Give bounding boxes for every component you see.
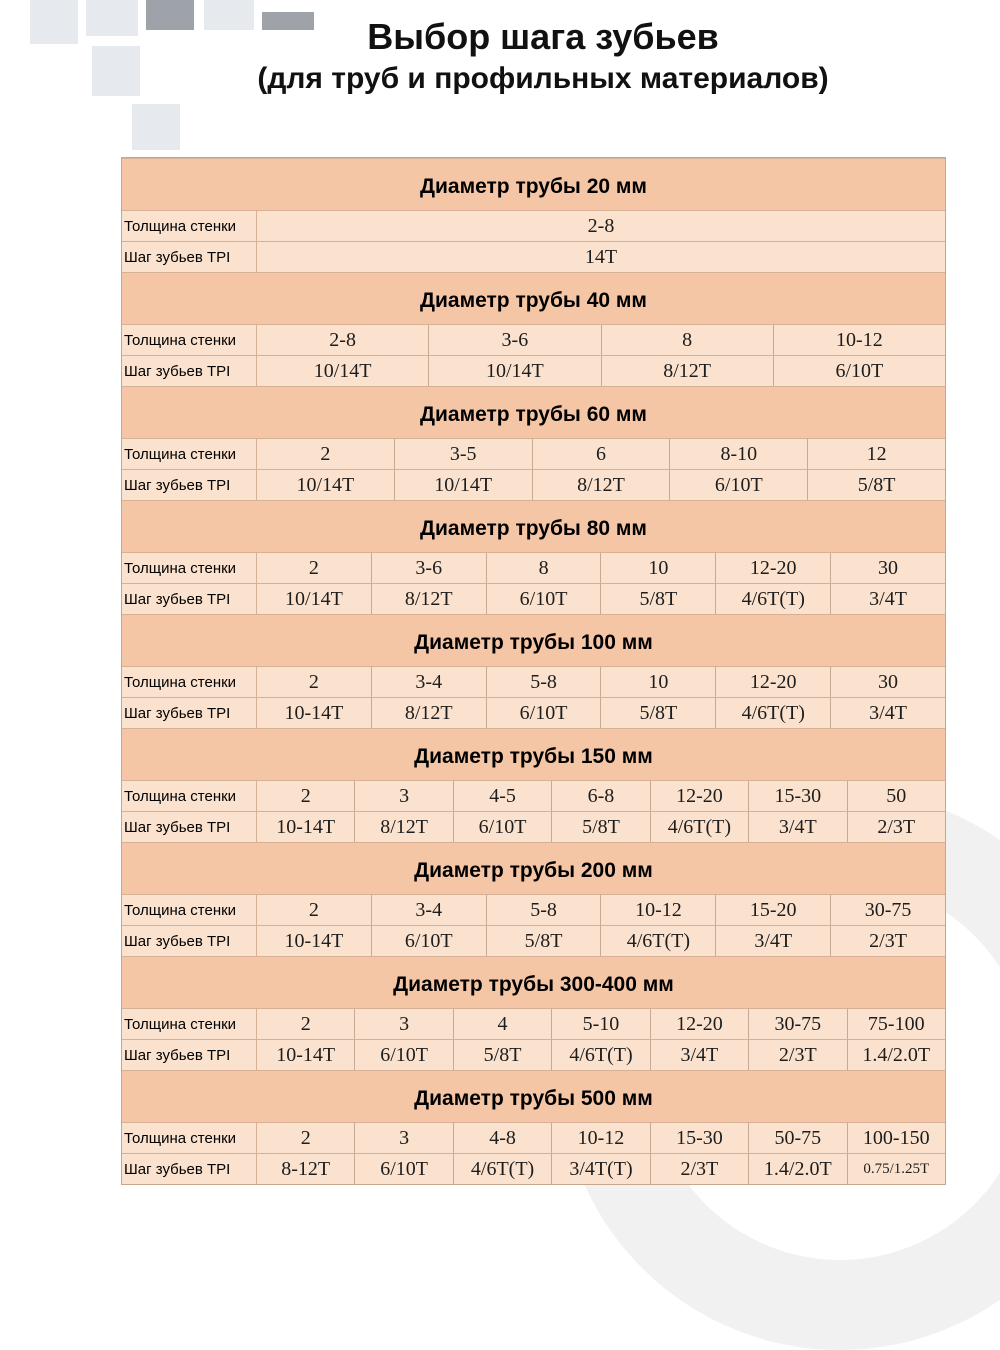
cell-group	[257, 1009, 945, 1039]
wall-thickness-cell: 2	[257, 895, 372, 925]
tooth-pitch-cell: 3/4T	[869, 587, 907, 610]
heading	[0, 14, 1000, 98]
section-header: Диаметр трубы 150 мм	[122, 728, 945, 780]
tooth-pitch-cell: 4/6T(T)	[651, 812, 749, 842]
tooth-pitch-cell: 4/6T(T)	[716, 698, 831, 728]
tooth-pitch-row	[122, 1039, 945, 1070]
section-header: Диаметр трубы 500 мм	[122, 1070, 945, 1122]
tooth-pitch-cell: 10/14T	[395, 470, 533, 500]
wall-thickness-cell: 3	[355, 1009, 453, 1039]
tooth-pitch-label: Шаг зубьев TPI	[122, 698, 257, 728]
diameter-section	[122, 614, 945, 728]
wall-thickness-label: Толщина стенки	[122, 211, 257, 241]
wall-thickness-cell: 8	[487, 553, 602, 583]
tooth-pitch-cell: 6/10T	[454, 812, 552, 842]
wall-thickness-label: Толщина стенки	[122, 325, 257, 355]
wall-thickness-cell: 15-30	[749, 781, 847, 811]
tooth-pitch-cell: 5/8T	[552, 812, 650, 842]
tooth-pitch-cell: 8/12T	[372, 584, 487, 614]
diameter-section	[122, 500, 945, 614]
tooth-pitch-cell: 6/10T	[487, 698, 602, 728]
wall-thickness-cell: 50	[886, 784, 907, 807]
wall-thickness-row	[122, 324, 945, 355]
tooth-pitch-cell: 8/12T	[372, 698, 487, 728]
cell-group	[257, 698, 945, 728]
wall-thickness-cell: 4-8	[454, 1123, 552, 1153]
wall-thickness-label: Толщина стенки	[122, 667, 257, 697]
tooth-pitch-cell: 4/6T(T)	[716, 584, 831, 614]
wall-thickness-cell: 3-4	[372, 667, 487, 697]
tooth-pitch-cell: 8/12T	[355, 812, 453, 842]
tooth-pitch-cell: 5/8T	[601, 584, 716, 614]
tooth-pitch-cell: 2/3T	[749, 1040, 847, 1070]
page-title: Выбор шага зубьев	[367, 16, 719, 57]
diameter-section	[122, 1070, 945, 1184]
cell-group	[257, 1040, 945, 1070]
tooth-pitch-cell: 8/12T	[533, 470, 671, 500]
wall-thickness-cell: 10	[601, 553, 716, 583]
wall-thickness-cell: 2	[257, 781, 355, 811]
wall-thickness-cell: 30	[878, 556, 899, 579]
cell-group	[257, 1154, 945, 1184]
wall-thickness-cell: 12-20	[716, 667, 831, 697]
tooth-pitch-cell: 2/3T	[869, 929, 907, 952]
wall-thickness-cell: 12-20	[716, 553, 831, 583]
wall-thickness-label: Толщина стенки	[122, 553, 257, 583]
section-header: Диаметр трубы 300-400 мм	[122, 956, 945, 1008]
tooth-pitch-cell: 1.4/2.0T	[862, 1043, 931, 1066]
tooth-pitch-cell: 10/14T	[257, 584, 372, 614]
wall-thickness-label: Толщина стенки	[122, 1009, 257, 1039]
wall-thickness-cell: 2	[257, 667, 372, 697]
tooth-pitch-cell: 1.4/2.0T	[749, 1154, 847, 1184]
diameter-section	[122, 728, 945, 842]
wall-thickness-cell: 3-4	[372, 895, 487, 925]
wall-thickness-cell: 4	[454, 1009, 552, 1039]
section-header: Диаметр трубы 40 мм	[122, 272, 945, 324]
wall-thickness-cell: 12-20	[651, 1009, 749, 1039]
tooth-pitch-cell: 3/4T(T)	[552, 1154, 650, 1184]
wall-thickness-row	[122, 894, 945, 925]
wall-thickness-label: Толщина стенки	[122, 439, 257, 469]
cell-group	[257, 325, 945, 355]
tooth-pitch-cell: 10/14T	[257, 356, 429, 386]
wall-thickness-row	[122, 438, 945, 469]
wall-thickness-cell: 5-8	[487, 667, 602, 697]
tooth-pitch-cell: 3/4T	[869, 701, 907, 724]
cell-group	[257, 242, 945, 272]
cell-group	[257, 439, 945, 469]
tooth-pitch-cell: 4/6T(T)	[454, 1154, 552, 1184]
tooth-pitch-cell: 10/14T	[257, 470, 395, 500]
wall-thickness-cell: 2	[257, 553, 372, 583]
tooth-pitch-label: Шаг зубьев TPI	[122, 356, 257, 386]
wall-thickness-cell: 3	[355, 781, 453, 811]
tooth-pitch-cell: 4/6T(T)	[601, 926, 716, 956]
wall-thickness-cell: 10-12	[601, 895, 716, 925]
section-header: Диаметр трубы 20 мм	[122, 158, 945, 210]
wall-thickness-cell: 50-75	[749, 1123, 847, 1153]
section-header: Диаметр трубы 100 мм	[122, 614, 945, 666]
cell-group	[257, 211, 945, 241]
tooth-pitch-row	[122, 697, 945, 728]
wall-thickness-cell: 3	[355, 1123, 453, 1153]
wall-thickness-cell: 8	[602, 325, 774, 355]
wall-thickness-cell: 3-5	[395, 439, 533, 469]
tooth-pitch-cell: 5/8T	[601, 698, 716, 728]
diameter-section	[122, 956, 945, 1070]
tooth-pitch-cell: 6/10T	[487, 584, 602, 614]
wall-thickness-label: Толщина стенки	[122, 1123, 257, 1153]
tooth-pitch-row	[122, 811, 945, 842]
tpi-table	[121, 157, 946, 1185]
wall-thickness-row	[122, 552, 945, 583]
wall-thickness-row	[122, 666, 945, 697]
tooth-pitch-cell: 2/3T	[877, 815, 916, 838]
page-subtitle: (для труб и профильных материалов)	[257, 62, 829, 95]
wall-thickness-row	[122, 1008, 945, 1039]
cell-group	[257, 667, 945, 697]
diameter-section	[122, 842, 945, 956]
tooth-pitch-row	[122, 925, 945, 956]
wall-thickness-cell: 3-6	[372, 553, 487, 583]
diameter-section	[122, 158, 945, 272]
wall-thickness-cell: 2-8	[257, 325, 429, 355]
wall-thickness-row	[122, 1122, 945, 1153]
tooth-pitch-cell: 6/10T	[372, 926, 487, 956]
wall-thickness-cell: 2-8	[587, 214, 615, 237]
cell-group	[257, 781, 945, 811]
wall-thickness-cell: 5-8	[487, 895, 602, 925]
wall-thickness-cell: 3-6	[429, 325, 601, 355]
tooth-pitch-cell: 3/4T	[716, 926, 831, 956]
tooth-pitch-cell: 10-14T	[257, 926, 372, 956]
section-header: Диаметр трубы 80 мм	[122, 500, 945, 552]
tooth-pitch-cell: 5/8T	[857, 473, 896, 496]
cell-group	[257, 895, 945, 925]
wall-thickness-label: Толщина стенки	[122, 781, 257, 811]
wall-thickness-row	[122, 780, 945, 811]
wall-thickness-cell: 30	[878, 670, 899, 693]
tooth-pitch-label: Шаг зубьев TPI	[122, 584, 257, 614]
cell-group	[257, 812, 945, 842]
wall-thickness-cell: 2	[257, 1009, 355, 1039]
wall-thickness-cell: 100-150	[862, 1126, 930, 1149]
tooth-pitch-label: Шаг зубьев TPI	[122, 470, 257, 500]
cell-group	[257, 584, 945, 614]
wall-thickness-label: Толщина стенки	[122, 895, 257, 925]
wall-thickness-cell: 5-10	[552, 1009, 650, 1039]
wall-thickness-cell: 12-20	[651, 781, 749, 811]
wall-thickness-cell: 2	[257, 439, 395, 469]
decor-square	[132, 104, 180, 150]
tooth-pitch-cell: 5/8T	[454, 1040, 552, 1070]
wall-thickness-cell: 30-75	[864, 898, 912, 921]
tooth-pitch-cell: 5/8T	[487, 926, 602, 956]
wall-thickness-cell: 12	[866, 442, 887, 465]
tooth-pitch-label: Шаг зубьев TPI	[122, 812, 257, 842]
tooth-pitch-cell: 4/6T(T)	[552, 1040, 650, 1070]
wall-thickness-cell: 2	[257, 1123, 355, 1153]
wall-thickness-row	[122, 210, 945, 241]
wall-thickness-cell: 6-8	[552, 781, 650, 811]
diameter-section	[122, 386, 945, 500]
tooth-pitch-row	[122, 241, 945, 272]
cell-group	[257, 356, 945, 386]
tooth-pitch-cell: 10-14T	[257, 698, 372, 728]
tooth-pitch-row	[122, 355, 945, 386]
cell-group	[257, 553, 945, 583]
tooth-pitch-label: Шаг зубьев TPI	[122, 1040, 257, 1070]
section-header: Диаметр трубы 60 мм	[122, 386, 945, 438]
tooth-pitch-cell: 8-12T	[257, 1154, 355, 1184]
tooth-pitch-cell: 6/10T	[835, 359, 884, 382]
wall-thickness-cell: 15-30	[651, 1123, 749, 1153]
wall-thickness-cell: 6	[533, 439, 671, 469]
tooth-pitch-label: Шаг зубьев TPI	[122, 1154, 257, 1184]
wall-thickness-cell: 10-12	[836, 328, 883, 351]
tooth-pitch-cell: 6/10T	[670, 470, 808, 500]
cell-group	[257, 1123, 945, 1153]
cell-group	[257, 470, 945, 500]
tooth-pitch-label: Шаг зубьев TPI	[122, 926, 257, 956]
tooth-pitch-cell: 10/14T	[429, 356, 601, 386]
tooth-pitch-label: Шаг зубьев TPI	[122, 242, 257, 272]
tooth-pitch-cell: 10-14T	[257, 812, 355, 842]
tooth-pitch-cell: 3/4T	[651, 1040, 749, 1070]
tooth-pitch-cell: 6/10T	[355, 1040, 453, 1070]
wall-thickness-cell: 15-20	[716, 895, 831, 925]
tooth-pitch-cell: 0.75/1.25T	[863, 1160, 930, 1177]
diameter-section	[122, 272, 945, 386]
tooth-pitch-cell: 14T	[584, 245, 618, 268]
wall-thickness-cell: 8-10	[670, 439, 808, 469]
tooth-pitch-cell: 3/4T	[749, 812, 847, 842]
tooth-pitch-row	[122, 469, 945, 500]
tooth-pitch-cell: 10-14T	[257, 1040, 355, 1070]
wall-thickness-cell: 75-100	[867, 1012, 925, 1035]
cell-group	[257, 926, 945, 956]
tooth-pitch-row	[122, 1153, 945, 1184]
wall-thickness-cell: 4-5	[454, 781, 552, 811]
wall-thickness-cell: 10-12	[552, 1123, 650, 1153]
section-header: Диаметр трубы 200 мм	[122, 842, 945, 894]
wall-thickness-cell: 10	[601, 667, 716, 697]
tooth-pitch-row	[122, 583, 945, 614]
wall-thickness-cell: 30-75	[749, 1009, 847, 1039]
tooth-pitch-cell: 8/12T	[602, 356, 774, 386]
tooth-pitch-cell: 2/3T	[651, 1154, 749, 1184]
tooth-pitch-cell: 6/10T	[355, 1154, 453, 1184]
